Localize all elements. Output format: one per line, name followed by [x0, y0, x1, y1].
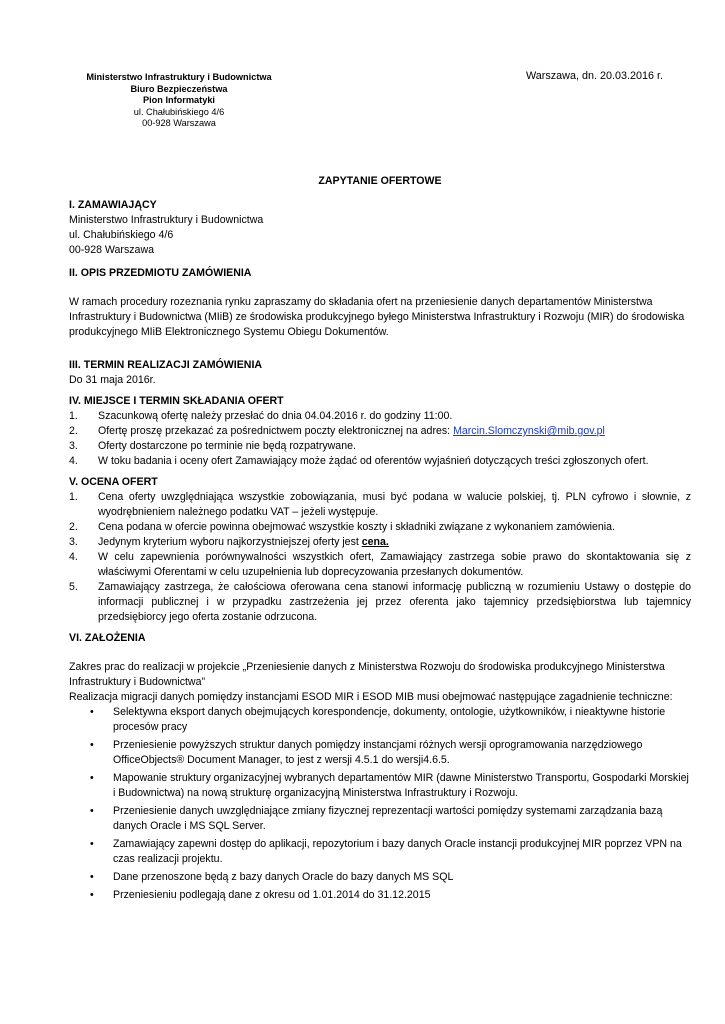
section-5-heading: V. OCENA OFERT: [69, 476, 158, 488]
list-item: 4. W celu zapewnienia porównywalności wszystkich ofert, Zamawiający zastrzega sobie prawo do skontaktowania się z właściwymi Oferentami w celu uzupełnienia lub doprecyzowania przesłanych dokumentów.: [69, 551, 691, 578]
sender-office: Biuro Bezpieczeństwa: [130, 83, 228, 94]
section-3-text: Do 31 maja 2016r.: [69, 374, 156, 386]
list-item: 1. Szacunkową ofertę należy przesłać do dnia 04.04.2016 r. do godziny 11:00.: [69, 410, 453, 422]
bullet-item: • Selektywna eksport danych obejmujących korespondencje, dokumenty, ontologie, użytkowników, i nieaktywne historie procesów pracy: [90, 706, 666, 733]
list-item: 3. Oferty dostarczone po terminie nie będą rozpatrywane.: [69, 440, 356, 452]
bullet-icon: •: [90, 739, 94, 751]
bullet-icon: •: [90, 772, 94, 784]
email-link[interactable]: Marcin.Slomczynski@mib.gov.pl: [453, 425, 605, 437]
orderer-name: Ministerstwo Infrastruktury i Budownictwa: [69, 214, 264, 226]
bullet-icon: •: [90, 871, 94, 883]
sender-city: 00-928 Warszawa: [142, 118, 216, 128]
sender-street: ul. Chałubińskiego 4/6: [133, 106, 225, 117]
bullet-item: • Dane przenoszone będą z bazy danych Oracle do bazy danych MS SQL: [90, 871, 454, 883]
bullet-icon: •: [90, 706, 94, 718]
bullet-item: • Zamawiający zapewni dostęp do aplikacji, repozytorium i bazy danych Oracle instancji produkcyjnej MIR poprzez VPN na czas realizacji projektu.: [90, 838, 682, 865]
bullet-item: • Mapowanie struktury organizacyjnej wybranych departamentów MIR (dawne Ministerstwo Transportu, Gospodarki Morskiej i Budownictwa) na nową strukturę organizacyjną Ministerstwa Infrastruktury i Rozwoju.: [90, 772, 689, 799]
list-item: 1. Cena oferty uwzględniająca wszystkie zobowiązania, musi być podana w walucie polskiej, tj. PLN cyfrowo i słownie, z wyodrębnieniem należnego podatku VAT – jeżeli występuje.: [69, 491, 691, 518]
section-5-list: [69, 490, 691, 625]
section-6-heading: VI. ZAŁOŻENIA: [69, 632, 146, 644]
sender-block: [70, 72, 288, 130]
bullet-icon: •: [90, 889, 94, 901]
section-1-heading: I. ZAMAWIAJĄCY: [69, 199, 157, 211]
list-item: 5. Zamawiający zastrzega, że całościowa oferowana cena stanowi informację publiczną w rozumieniu Ustawy o dostępie do informacji publicznej i w przypadku zastrzeżenia jej przez oferenta jako tajemnicy przedsiębiorstwa lub tajemnicy przedsiębiorcy jego oferta zostanie odrzucona.: [69, 581, 691, 623]
section-4-heading: IV. MIEJSCE I TERMIN SKŁADANIA OFERT: [69, 395, 284, 407]
sender-ministry: Ministerstwo Infrastruktury i Budownictwa: [86, 72, 272, 82]
bullet-icon: •: [90, 805, 94, 817]
list-item: 3. Jedynym kryterium wyboru najkorzystniejszej oferty jest cena.: [69, 536, 389, 548]
section-2-heading: II. OPIS PRZEDMIOTU ZAMÓWIENIA: [69, 267, 252, 279]
bullet-item: • Przeniesienie danych uwzględniające zmiany fizycznej reprezentacji wartości pomiędzy systemami zarządzania bazą danych Oracle i MS SQL Server.: [90, 805, 663, 832]
bullet-icon: •: [90, 838, 94, 850]
list-item: 4. W toku badania i oceny ofert Zamawiający może żądać od oferentów wyjaśnień dotyczących treści zgłoszonych ofert.: [69, 455, 649, 467]
section-4-list: [69, 409, 691, 469]
orderer-street: ul. Chałubińskiego 4/6: [69, 229, 174, 241]
section-3-heading: III. TERMIN REALIZACJI ZAMÓWIENIA: [69, 359, 263, 371]
document-title: ZAPYTANIE OFERTOWE: [318, 175, 442, 187]
bullet-item: • Przeniesieniu podlegają dane z okresu od 1.01.2014 do 31.12.2015: [90, 889, 431, 901]
section-2-text: W ramach procedury rozeznania rynku zapraszamy do składania ofert na przeniesienie danych departamentów Ministerstwa Infrastruktury i Budownictwa (MIiB) ze środowiska produkcyjnego byłego Ministerstwa Infrastruktury i Rozwoju (MIR) do środowiska produkcyjnego MIiB Elektronicznego Systemu Obiegu Dokumentów.: [69, 296, 685, 338]
list-item: 2. Cena podana w ofercie powinna obejmować wszystkie koszty i składniki związane z wykonaniem zamówienia.: [69, 521, 615, 533]
section-6-bullets: [69, 705, 691, 903]
section-6-intro-2: Realizacja migracji danych pomiędzy instancjami ESOD MIR i ESOD MIB musi obejmować następujące zagadnienie techniczne:: [69, 691, 673, 703]
list-item: 2. Ofertę proszę przekazać za pośrednictwem poczty elektronicznej na adres: Marcin.Slomczynski@mib.gov.pl: [69, 425, 605, 437]
document-body: [69, 174, 691, 906]
price-criterion: cena.: [361, 536, 389, 548]
sender-division: Pion Informatyki: [143, 95, 215, 105]
document-date: Warszawa, dn. 20.03.2016 r.: [525, 70, 663, 82]
bullet-item: • Przeniesienie powyższych struktur danych pomiędzy instancjami różnych wersji oprogramowania narzędziowego OfficeObjects® Document Manager, to jest z wersji 4.5.1 do wersji4.6.5.: [90, 739, 643, 766]
orderer-city: 00-928 Warszawa: [69, 244, 154, 256]
section-6-intro-1: Zakres prac do realizacji w projekcie „Przeniesienie danych z Ministerstwa Rozwoju do środowiska produkcyjnego Ministerstwa Infrastruktury i Budownictwa”: [69, 661, 665, 688]
